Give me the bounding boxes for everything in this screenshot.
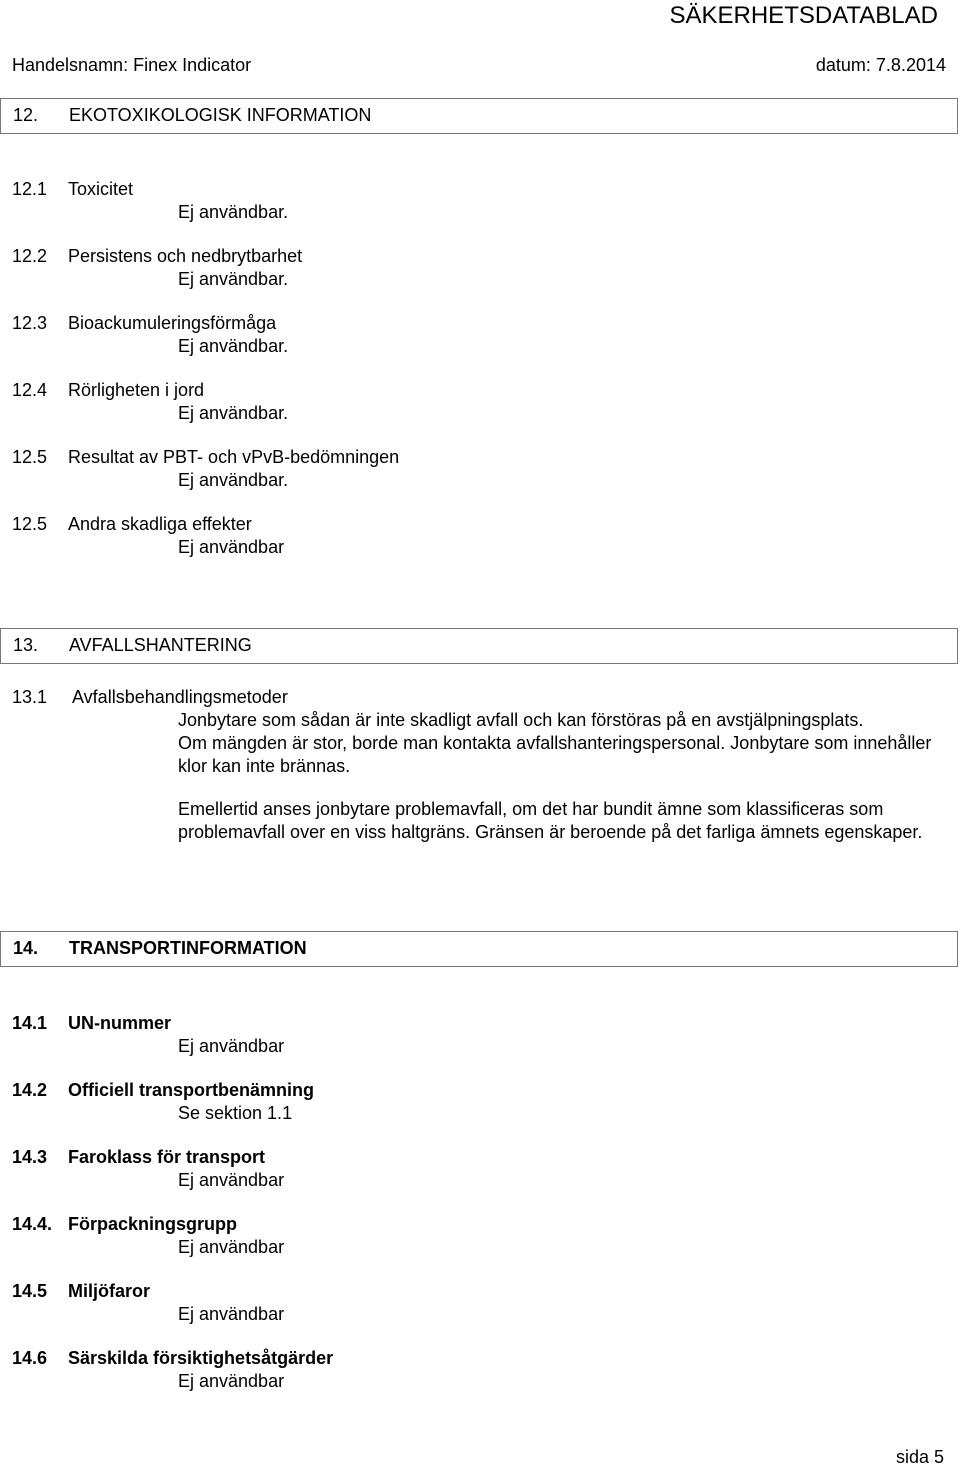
subsection-number: 14.2: [12, 1080, 48, 1100]
subsection-title: Officiell transportbenämning: [68, 1080, 315, 1100]
subsection-title: Faroklass för transport: [68, 1147, 266, 1167]
subsection-value: Ej användbar.: [178, 336, 289, 356]
subsection-title: Andra skadliga effekter: [68, 514, 252, 534]
subsection-value: Se sektion 1.1: [178, 1103, 293, 1123]
subsection-value: Ej användbar: [178, 1036, 285, 1056]
document-title: SÄKERHETSDATABLAD: [669, 2, 938, 29]
subsection-number: 13.1: [12, 687, 48, 707]
subsection-title: Persistens och nedbrytbarhet: [68, 246, 303, 266]
page-number: sida 5: [895, 1447, 944, 1467]
subsection-number: 12.1: [12, 179, 48, 199]
subsection-number: 12.2: [12, 246, 48, 266]
subsection-value: Ej användbar: [178, 1170, 285, 1190]
subsection-title: UN-nummer: [68, 1013, 172, 1033]
subsection-number: 12.4: [12, 380, 48, 400]
subsection-title: Särskilda försiktighetsåtgärder: [68, 1348, 334, 1368]
subsection-title: Miljöfaror: [68, 1281, 151, 1301]
subsection-title: Toxicitet: [68, 179, 134, 199]
section-13-number: 13.: [13, 635, 39, 655]
subsection-value: Ej användbar.: [178, 470, 289, 490]
subsection-number: 14.4.: [12, 1214, 53, 1234]
document-date: datum: 7.8.2014: [815, 55, 946, 75]
subsection-title: Avfallsbehandlingsmetoder: [72, 687, 288, 707]
trade-name: Handelsnamn: Finex Indicator: [12, 55, 252, 75]
section-12-title: EKOTOXIKOLOGISK INFORMATION: [69, 105, 372, 125]
subsection-value: Ej användbar: [178, 1371, 285, 1391]
disposal-paragraph: Emellertid anses jonbytare problemavfall, om det har bundit ämne som klassificeras som problemavfall over en viss haltgräns. Gränsen är beroende på det farliga ämnets egenskaper.: [178, 799, 923, 842]
subsection-value: Ej användbar: [178, 1237, 285, 1257]
section-13-header: [0, 628, 958, 664]
subsection-number: 14.1: [12, 1013, 48, 1033]
section-14-title: TRANSPORTINFORMATION: [69, 938, 307, 958]
subsection-number: 14.5: [12, 1281, 48, 1301]
subsection-number: 12.3: [12, 313, 48, 333]
subsection-value: Ej användbar.: [178, 269, 289, 289]
disposal-text-line: Jonbytare som sådan är inte skadligt avfall och kan förstöras på en avstjälpningsplats.: [178, 710, 864, 730]
section-13-title: AVFALLSHANTERING: [69, 635, 252, 655]
subsection-number: 12.5: [12, 514, 48, 534]
subsection-number: 14.6: [12, 1348, 48, 1368]
subsection-value: Ej användbar.: [178, 202, 289, 222]
section-14-header: [0, 931, 958, 967]
subsection-value: Ej användbar: [178, 1304, 285, 1324]
subsection-title: Rörligheten i jord: [68, 380, 205, 400]
subsection-title: Resultat av PBT- och vPvB-bedömningen: [68, 447, 400, 467]
subsection-value: Ej användbar.: [178, 403, 289, 423]
disposal-paragraph: Om mängden är stor, borde man kontakta avfallshanteringspersonal. Jonbytare som innehåller klor kan inte brännas.: [178, 733, 932, 776]
section-14-number: 14.: [13, 938, 39, 958]
subsection-title: Bioackumuleringsförmåga: [68, 313, 277, 333]
subsection-value: Ej användbar: [178, 537, 285, 557]
subsection-number: 14.3: [12, 1147, 48, 1167]
section-12-number: 12.: [13, 105, 39, 125]
subsection-title: Förpackningsgrupp: [68, 1214, 238, 1234]
section-12-header: [0, 98, 958, 134]
subsection-number: 12.5: [12, 447, 48, 467]
